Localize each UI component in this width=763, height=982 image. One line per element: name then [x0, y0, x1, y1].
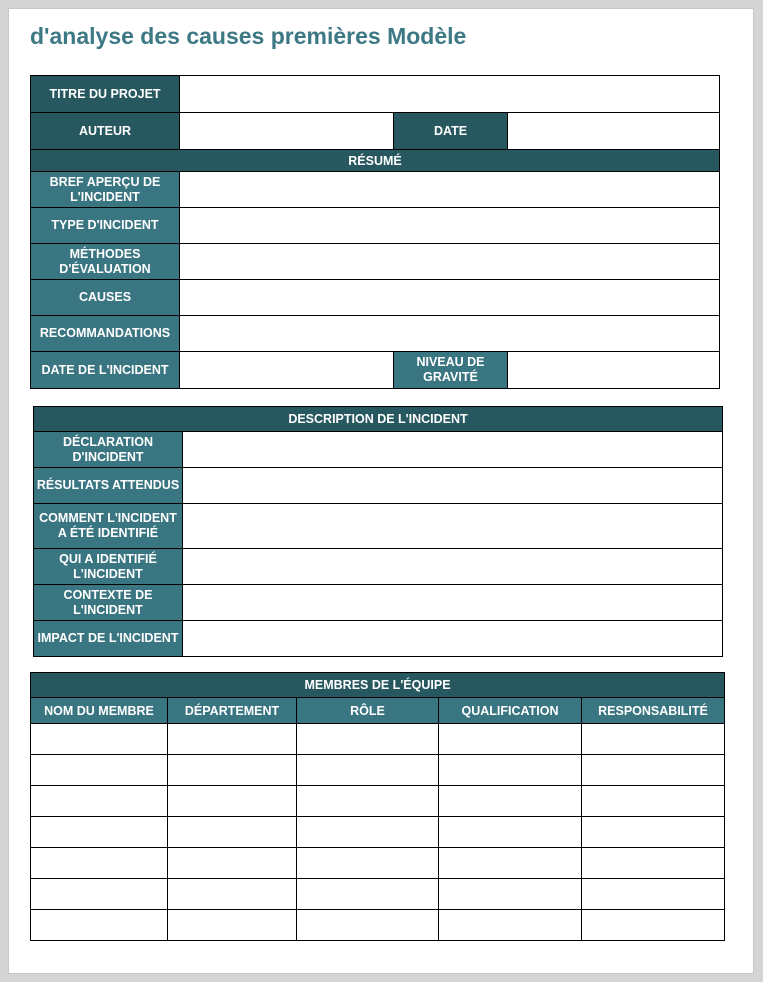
table-row	[31, 755, 725, 786]
incident-impact-label: IMPACT DE L'INCIDENT	[34, 621, 183, 657]
who-identified-field[interactable]	[183, 549, 723, 585]
overview-field[interactable]	[180, 172, 720, 208]
column-header-member-name: NOM DU MEMBRE	[31, 698, 168, 724]
qualification-cell[interactable]	[439, 817, 582, 848]
member-name-cell[interactable]	[31, 786, 168, 817]
responsibility-cell[interactable]	[582, 879, 725, 910]
incident-type-field[interactable]	[180, 208, 720, 244]
who-identified-label: QUI A IDENTIFIÉ L'INCIDENT	[34, 549, 183, 585]
project-summary-table	[30, 75, 720, 389]
author-label: AUTEUR	[31, 113, 180, 150]
qualification-cell[interactable]	[439, 755, 582, 786]
evaluation-methods-label: MÉTHODES D'ÉVALUATION	[31, 244, 180, 280]
severity-field[interactable]	[508, 352, 720, 389]
table-row	[31, 848, 725, 879]
summary-heading: RÉSUMÉ	[31, 150, 720, 172]
member-name-cell[interactable]	[31, 848, 168, 879]
qualification-cell[interactable]	[439, 910, 582, 941]
responsibility-cell[interactable]	[582, 910, 725, 941]
responsibility-cell[interactable]	[582, 755, 725, 786]
role-cell[interactable]	[297, 910, 439, 941]
overview-label: BREF APERÇU DE L'INCIDENT	[31, 172, 180, 208]
incident-date-field[interactable]	[180, 352, 394, 389]
date-label: DATE	[394, 113, 508, 150]
date-field[interactable]	[508, 113, 720, 150]
department-cell[interactable]	[168, 786, 297, 817]
qualification-cell[interactable]	[439, 724, 582, 755]
department-cell[interactable]	[168, 817, 297, 848]
incident-impact-field[interactable]	[183, 621, 723, 657]
severity-label: NIVEAU DE GRAVITÉ	[394, 352, 508, 389]
column-header-qualification: QUALIFICATION	[439, 698, 582, 724]
page-title: d'analyse des causes premières Modèle	[30, 23, 467, 49]
member-name-cell[interactable]	[31, 879, 168, 910]
team-heading: MEMBRES DE L'ÉQUIPE	[31, 673, 725, 698]
incident-description-table	[33, 406, 723, 657]
department-cell[interactable]	[168, 848, 297, 879]
member-name-cell[interactable]	[31, 724, 168, 755]
column-header-role: RÔLE	[297, 698, 439, 724]
table-row	[31, 879, 725, 910]
member-name-cell[interactable]	[31, 755, 168, 786]
recommendations-label: RECOMMANDATIONS	[31, 316, 180, 352]
incident-statement-field[interactable]	[183, 432, 723, 468]
incident-context-label: CONTEXTE DE L'INCIDENT	[34, 585, 183, 621]
how-identified-field[interactable]	[183, 504, 723, 549]
description-heading: DESCRIPTION DE L'INCIDENT	[34, 407, 723, 432]
responsibility-cell[interactable]	[582, 848, 725, 879]
incident-statement-label: DÉCLARATION D'INCIDENT	[34, 432, 183, 468]
evaluation-methods-field[interactable]	[180, 244, 720, 280]
project-title-field[interactable]	[180, 76, 720, 113]
department-cell[interactable]	[168, 910, 297, 941]
document-page	[8, 8, 754, 974]
role-cell[interactable]	[297, 848, 439, 879]
column-header-department: DÉPARTEMENT	[168, 698, 297, 724]
qualification-cell[interactable]	[439, 786, 582, 817]
how-identified-label: COMMENT L'INCIDENT A ÉTÉ IDENTIFIÉ	[34, 504, 183, 549]
qualification-cell[interactable]	[439, 848, 582, 879]
member-name-cell[interactable]	[31, 910, 168, 941]
role-cell[interactable]	[297, 817, 439, 848]
role-cell[interactable]	[297, 879, 439, 910]
incident-type-label: TYPE D'INCIDENT	[31, 208, 180, 244]
team-members-table	[30, 672, 725, 941]
qualification-cell[interactable]	[439, 879, 582, 910]
causes-field[interactable]	[180, 280, 720, 316]
department-cell[interactable]	[168, 755, 297, 786]
role-cell[interactable]	[297, 786, 439, 817]
table-row	[31, 786, 725, 817]
role-cell[interactable]	[297, 755, 439, 786]
author-field[interactable]	[180, 113, 394, 150]
table-row	[31, 724, 725, 755]
table-row	[31, 817, 725, 848]
department-cell[interactable]	[168, 724, 297, 755]
column-header-responsibility: RESPONSABILITÉ	[582, 698, 725, 724]
incident-context-field[interactable]	[183, 585, 723, 621]
responsibility-cell[interactable]	[582, 786, 725, 817]
responsibility-cell[interactable]	[582, 724, 725, 755]
incident-date-label: DATE DE L'INCIDENT	[31, 352, 180, 389]
role-cell[interactable]	[297, 724, 439, 755]
expected-results-field[interactable]	[183, 468, 723, 504]
project-title-label: TITRE DU PROJET	[31, 76, 180, 113]
department-cell[interactable]	[168, 879, 297, 910]
member-name-cell[interactable]	[31, 817, 168, 848]
causes-label: CAUSES	[31, 280, 180, 316]
table-row	[31, 910, 725, 941]
expected-results-label: RÉSULTATS ATTENDUS	[34, 468, 183, 504]
recommendations-field[interactable]	[180, 316, 720, 352]
responsibility-cell[interactable]	[582, 817, 725, 848]
